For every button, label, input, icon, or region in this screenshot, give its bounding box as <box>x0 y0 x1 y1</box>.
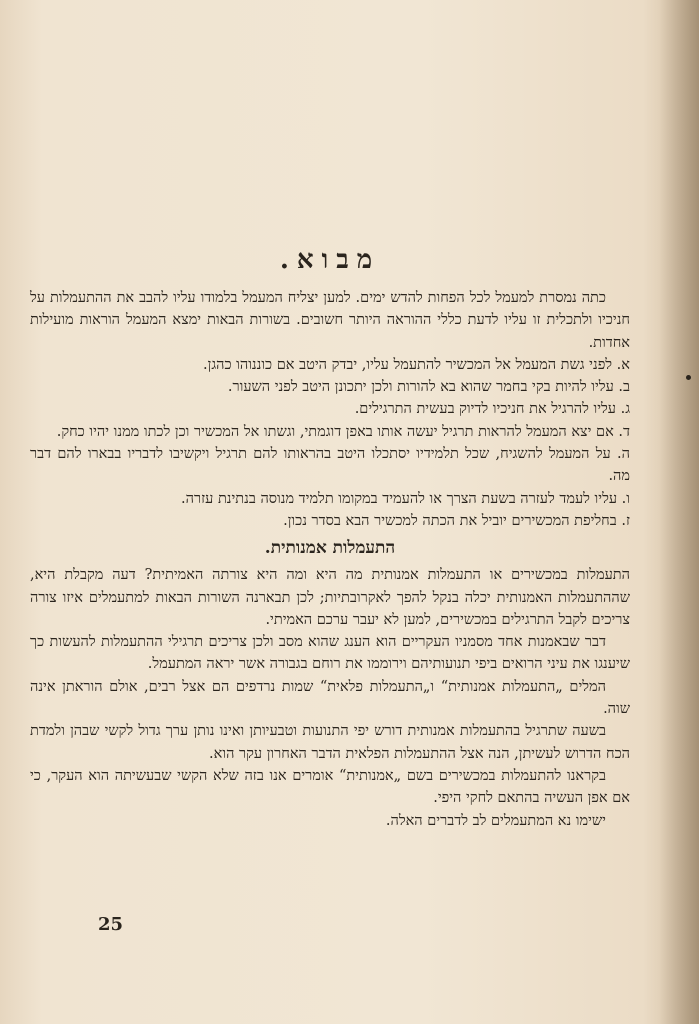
section-paragraph: בקראנו להתעמלות במכשירים בשם „אמנותית“ אומרים אנו בזה שלא הקשי שבעשיתה הוא העקר, כי אם אפן העשיה בהתאם לחקי היפי. <box>30 767 630 807</box>
page-title: מבוא. <box>279 245 381 275</box>
section-paragraph: דבר שבאמנות אחד מסמניו העקריים הוא הענג שהוא מסב ולכן צריכים תרגילי ההתעמלות להעשות כך שיענגו את עיני הרואים ביפי תנועותיהם וירוממו את רוחם בגבורה אשר יראה המתעמל. <box>30 634 630 673</box>
section-title: התעמלות אמנותית. <box>264 538 396 559</box>
section-paragraph: התעמלות במכשירים או התעמלות אמנותית מה היא ומה היא צורתה האמיתית? דעה מקבלת היא, שההתעמלות האמנותית יכלה בנקל להפך לאקרובתיות; לכן תבארנה השורות הבאות למתעמלים איזו צורה צריכים לקבל התרגילים במכשירים, למען לא יעבר ערכם האמיתי. <box>30 567 630 628</box>
list-item: ז. בחליפת המכשירים יוביל את הכתה למכשיר הבא בסדר נכון. <box>283 512 630 529</box>
section-paragraph: בשעה שתרגיל בהתעמלות אמנותית דורש יפי התנועות וטבעיותן ואינו נותן ערך גדול לקשי שבהן ולמדת הכח הדרוש לעשיתן, הנה אצל ההתעמלות הפלאית הדבר האחרון עקר הוא. <box>30 723 630 762</box>
intro-paragraph: כתה נמסרת למעמל לכל הפחות להדש ימים. למען יצליח המעמל בלמודו עליו להבב את ההתעמלות על חניכיו ולתכלית זו עליו לדעת כללי ההוראה היותר חשובים. בשורות הבאות ימצא המעמל הוראות מועילות אחדות. <box>30 290 630 351</box>
list-item: א. לפני גשת המעמל אל המכשיר להתעמל עליו, יבדק היטב אם כוננוהו כהגן. <box>203 356 630 373</box>
list-item: ו. עליו לעמד לעזרה בשעת הצרך או להעמיד במקומו תלמיד מנוסה בנתינת עזרה. <box>181 490 630 507</box>
rules-list <box>30 354 630 532</box>
page-number: 25 <box>98 914 124 935</box>
page-content <box>30 245 630 832</box>
spine-shadow <box>659 0 699 1024</box>
list-item: ד. אם יצא המעמל להראות תרגיל יעשה אותו באפן דוגמתי, וגשתו אל המכשיר וכן לכתו ממנו יהיו כחק. <box>56 423 630 440</box>
list-item: ב. עליו להיות בקי בחמר שהוא בא להורות ולכן יתכונן היטב לפני השעור. <box>227 379 630 396</box>
list-item: ה. על המעמל להשגיח, שכל תלמידיו יסתכלו היטב בהראותו להם תרגיל ויקשיבו לדבריו בבארו להם דבר מה. <box>30 446 630 485</box>
section-paragraph: ישימו נא המתעמלים לב לדברים האלה. <box>385 812 606 829</box>
section-paragraph: המלים „התעמלות אמנותית“ ו„התעמלות פלאית“ שמות נרדפים הם אצל רבים, אולם הוראתן אינה שוה. <box>30 678 630 718</box>
list-item: ג. עליו להרגיל את חניכיו לדיוק בעשית התרגילים. <box>354 401 630 418</box>
ink-dot <box>686 375 691 380</box>
